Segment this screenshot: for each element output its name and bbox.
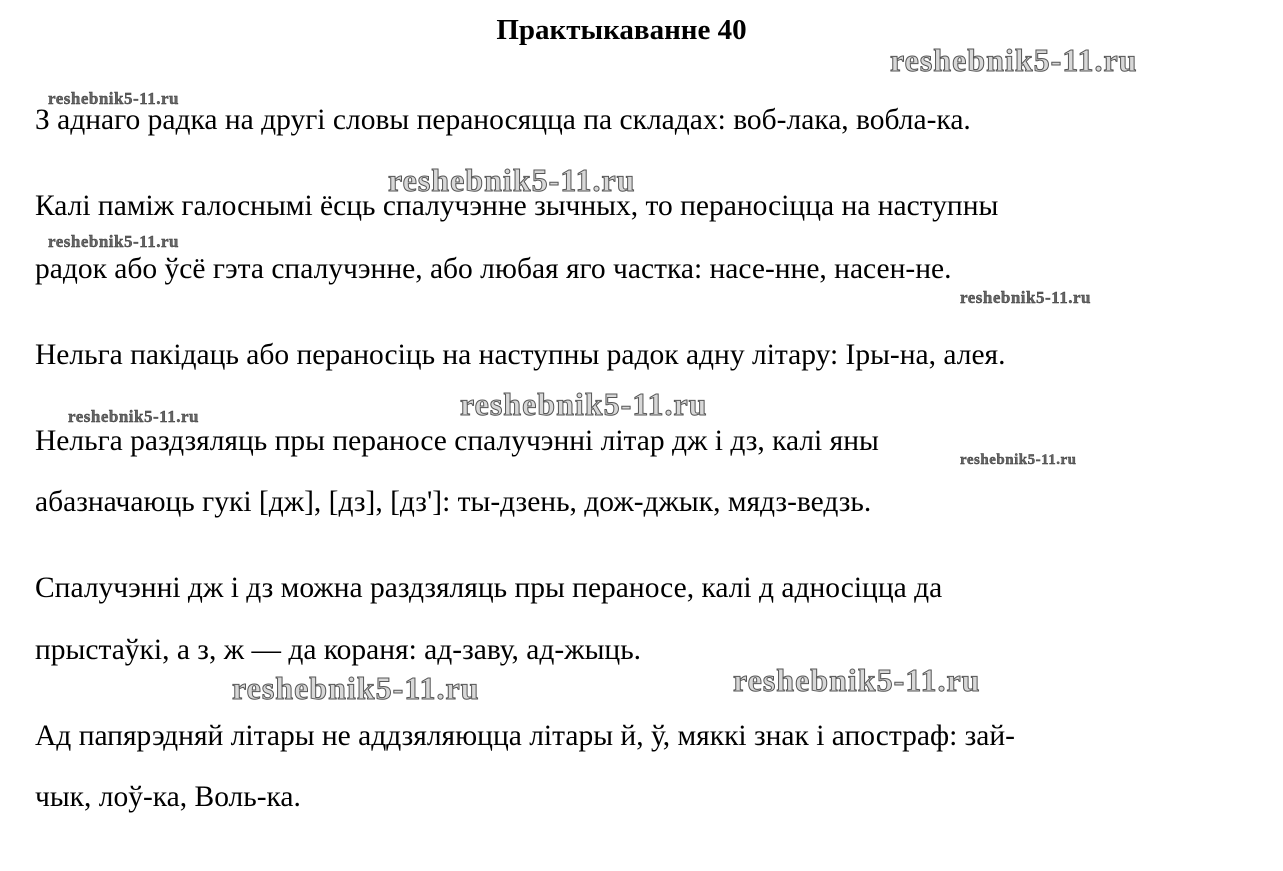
watermark: reshebnik5-11.ru — [232, 670, 480, 706]
rule-line-8: прыстаўкі, а з, ж — да кораня: ад-заву, ад-жыць. — [35, 634, 642, 666]
rule-line-7: Спалучэнні дж і дз можна раздзяляць пры пераносе, калі д адносіцца да — [35, 572, 943, 604]
watermark: reshebnik5-11.ru — [48, 89, 179, 108]
rule-line-9: Ад папярэдняй літары не аддзяляюцца літары й, ў, мяккі знак і апостраф: зай- — [35, 720, 1015, 752]
rule-line-4: Нельга пакідаць або пераносіць на наступны радок адну літару: Іры-на, алея. — [35, 339, 1006, 371]
rule-line-3: радок або ўсё гэта спалучэнне, або любая яго частка: насе-нне, насен-не. — [35, 253, 952, 285]
watermark: reshebnik5-11.ru — [960, 452, 1077, 468]
rule-line-2: Калі паміж галоснымі ёсць спалучэнне зычных, то пераносіцца на наступны — [35, 190, 999, 222]
watermark: reshebnik5-11.ru — [890, 42, 1138, 78]
watermark: reshebnik5-11.ru — [68, 407, 199, 426]
watermark: reshebnik5-11.ru — [48, 232, 179, 251]
rule-line-5: Нельга раздзяляць пры пераносе спалучэнні літар дж і дз, калі яны — [35, 425, 879, 457]
rule-line-6: абазначаюць гукі [дж], [дз], [дз']: ты-дзень, дож-джык, мядз-ведзь. — [35, 486, 872, 518]
watermark: reshebnik5-11.ru — [733, 662, 981, 698]
rule-line-1: З аднаго радка на другі словы пераносяцца па складах: воб-лака, вобла-ка. — [35, 104, 971, 136]
watermark: reshebnik5-11.ru — [460, 386, 708, 422]
page-title: Практыкаванне 40 — [496, 14, 747, 46]
watermark: reshebnik5-11.ru — [960, 288, 1091, 307]
rule-line-10: чык, лоў-ка, Воль-ка. — [35, 781, 301, 813]
watermark: reshebnik5-11.ru — [388, 162, 636, 198]
